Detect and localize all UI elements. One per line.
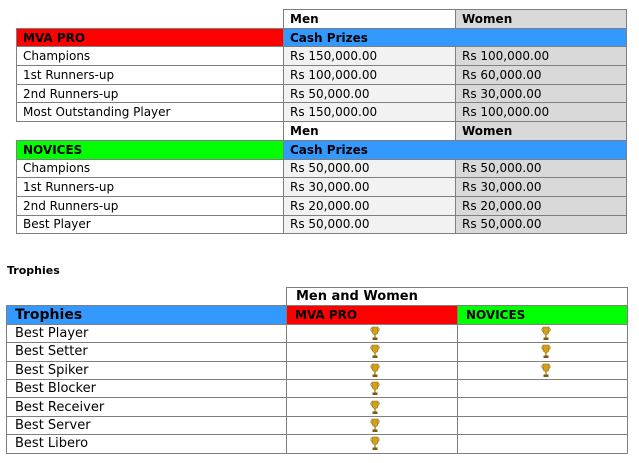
award-label: Best Setter — [7, 343, 287, 361]
award-label: Best Server — [7, 416, 287, 434]
novices-trophy-cell — [458, 435, 628, 453]
trophies-table — [6, 287, 628, 454]
women-header: Women — [456, 122, 627, 141]
cash-prizes-header: Cash Prizes — [284, 140, 627, 159]
trophy-icon — [370, 418, 380, 433]
prize-row — [17, 178, 627, 197]
prize-table-body — [17, 10, 627, 234]
men-header: Men — [284, 10, 456, 29]
mva-pro-trophy-cell — [287, 435, 458, 453]
category-label: NOVICES — [17, 140, 284, 159]
cash-prizes-table — [16, 9, 627, 234]
trophy-icon — [541, 326, 551, 341]
prize-label: 2nd Runners-up — [17, 84, 284, 103]
men-amount: Rs 50,000.00 — [284, 159, 456, 178]
men-amount: Rs 150,000.00 — [284, 47, 456, 66]
mva-pro-trophy-cell — [287, 416, 458, 434]
men-and-women-header: Men and Women — [287, 288, 628, 306]
trophy-row — [7, 435, 628, 453]
trophy-icon — [541, 363, 551, 378]
men-amount: Rs 50,000.00 — [284, 215, 456, 234]
trophy-row — [7, 398, 628, 416]
women-amount: Rs 60,000.00 — [456, 66, 627, 85]
prize-label: 1st Runners-up — [17, 66, 284, 85]
group-header-row — [7, 288, 628, 306]
trophy-icon — [370, 381, 380, 396]
prize-label: Champions — [17, 159, 284, 178]
trophy-icon — [541, 344, 551, 359]
award-label: Best Spiker — [7, 361, 287, 379]
mva-pro-trophy-cell — [287, 343, 458, 361]
prize-label: Most Outstanding Player — [17, 103, 284, 122]
men-amount: Rs 20,000.00 — [284, 196, 456, 215]
prize-row — [17, 66, 627, 85]
blank-cell — [17, 10, 284, 29]
award-label: Best Player — [7, 324, 287, 342]
prize-row — [17, 159, 627, 178]
gender-header-row — [17, 10, 627, 29]
trophy-icon — [370, 400, 380, 415]
men-amount: Rs 30,000.00 — [284, 178, 456, 197]
mva-pro-trophy-cell — [287, 398, 458, 416]
women-amount: Rs 100,000.00 — [456, 47, 627, 66]
category-label: MVA PRO — [17, 28, 284, 47]
trophy-row — [7, 343, 628, 361]
trophy-table-body — [7, 288, 628, 454]
men-amount: Rs 150,000.00 — [284, 103, 456, 122]
trophy-icon — [370, 326, 380, 341]
prize-label: 1st Runners-up — [17, 178, 284, 197]
mva-pro-trophy-cell — [287, 361, 458, 379]
prize-label: Best Player — [17, 215, 284, 234]
trophy-header-row — [7, 306, 628, 324]
trophy-row — [7, 324, 628, 342]
men-header: Men — [284, 122, 456, 141]
prize-row — [17, 196, 627, 215]
trophy-row — [7, 361, 628, 379]
trophy-row — [7, 379, 628, 397]
women-amount: Rs 30,000.00 — [456, 178, 627, 197]
women-amount: Rs 50,000.00 — [456, 215, 627, 234]
category-row — [17, 28, 627, 47]
trophy-icon — [370, 344, 380, 359]
award-label: Best Libero — [7, 435, 287, 453]
cash-prizes-header: Cash Prizes — [284, 28, 627, 47]
novices-header: NOVICES — [458, 306, 628, 324]
mva-pro-trophy-cell — [287, 379, 458, 397]
women-amount: Rs 100,000.00 — [456, 103, 627, 122]
prize-label: 2nd Runners-up — [17, 196, 284, 215]
gender-header-row — [17, 122, 627, 141]
women-amount: Rs 20,000.00 — [456, 196, 627, 215]
category-row — [17, 140, 627, 159]
novices-trophy-cell — [458, 379, 628, 397]
prize-label: Champions — [17, 47, 284, 66]
blank-cell — [7, 288, 287, 306]
women-amount: Rs 50,000.00 — [456, 159, 627, 178]
trophy-row — [7, 416, 628, 434]
novices-trophy-cell — [458, 324, 628, 342]
novices-trophy-cell — [458, 416, 628, 434]
prize-row — [17, 84, 627, 103]
award-label: Best Receiver — [7, 398, 287, 416]
prize-row — [17, 47, 627, 66]
prize-row — [17, 215, 627, 234]
women-header: Women — [456, 10, 627, 29]
award-label: Best Blocker — [7, 379, 287, 397]
prize-row — [17, 103, 627, 122]
trophy-icon — [370, 363, 380, 378]
trophy-icon — [370, 436, 380, 451]
mva-pro-trophy-cell — [287, 324, 458, 342]
men-amount: Rs 100,000.00 — [284, 66, 456, 85]
trophies-caption: Trophies — [7, 264, 60, 277]
novices-trophy-cell — [458, 398, 628, 416]
novices-trophy-cell — [458, 361, 628, 379]
men-amount: Rs 50,000.00 — [284, 84, 456, 103]
trophies-header: Trophies — [7, 306, 287, 324]
blank-cell — [17, 122, 284, 141]
mva-pro-header: MVA PRO — [287, 306, 458, 324]
novices-trophy-cell — [458, 343, 628, 361]
women-amount: Rs 30,000.00 — [456, 84, 627, 103]
